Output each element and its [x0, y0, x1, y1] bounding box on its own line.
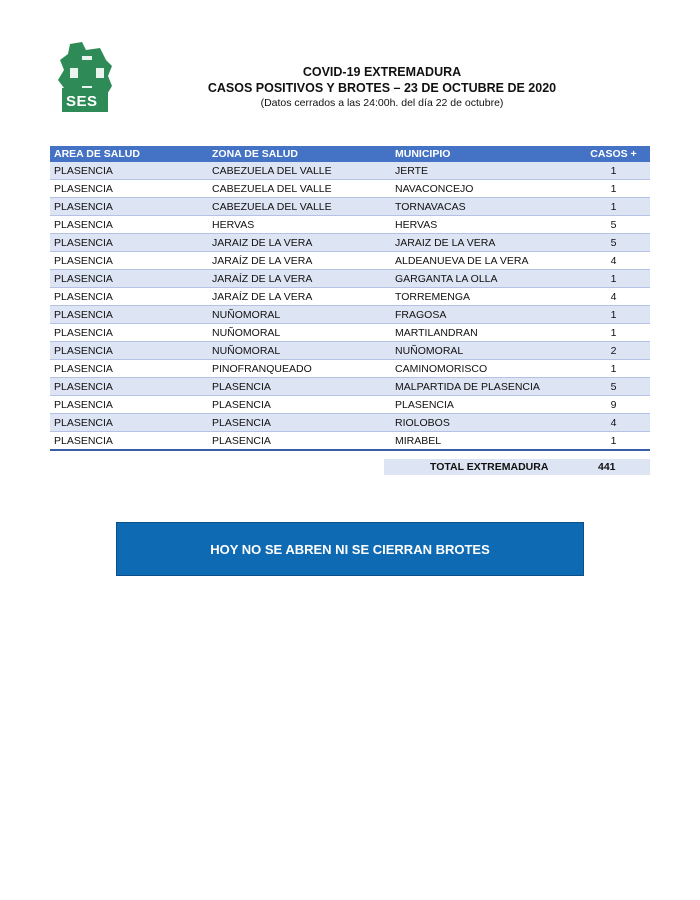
- total-label: TOTAL EXTREMADURA: [430, 461, 549, 473]
- cell-casos: 5: [577, 234, 650, 252]
- cell-casos: 1: [577, 432, 650, 451]
- cell-zona: JARAÍZ DE LA VERA: [208, 270, 391, 288]
- cell-casos: 4: [577, 288, 650, 306]
- cell-municipio: JERTE: [391, 162, 577, 180]
- cell-casos: 1: [577, 270, 650, 288]
- table-row: [50, 414, 650, 432]
- logo-label: SES: [66, 93, 98, 110]
- cell-zona: CABEZUELA DEL VALLE: [208, 162, 391, 180]
- cell-zona: JARAIZ DE LA VERA: [208, 234, 391, 252]
- cell-zona: PINOFRANQUEADO: [208, 360, 391, 378]
- cell-casos: 5: [577, 216, 650, 234]
- cell-area: PLASENCIA: [50, 378, 208, 396]
- cell-zona: JARAÍZ DE LA VERA: [208, 288, 391, 306]
- cases-table: [50, 146, 650, 451]
- cell-municipio: NAVACONCEJO: [391, 180, 577, 198]
- cell-municipio: PLASENCIA: [391, 396, 577, 414]
- cell-casos: 1: [577, 324, 650, 342]
- document-header: [150, 64, 614, 110]
- cell-casos: 1: [577, 162, 650, 180]
- table-row: [50, 252, 650, 270]
- cell-casos: 1: [577, 180, 650, 198]
- cell-zona: NUÑOMORAL: [208, 306, 391, 324]
- cell-area: PLASENCIA: [50, 432, 208, 451]
- cell-zona: PLASENCIA: [208, 396, 391, 414]
- cell-municipio: TORREMENGA: [391, 288, 577, 306]
- cell-zona: PLASENCIA: [208, 414, 391, 432]
- cell-zona: PLASENCIA: [208, 378, 391, 396]
- cell-area: PLASENCIA: [50, 288, 208, 306]
- cell-casos: 1: [577, 306, 650, 324]
- cell-casos: 5: [577, 378, 650, 396]
- total-row: [384, 459, 650, 475]
- header-municipio: MUNICIPIO: [391, 146, 577, 162]
- cell-municipio: MALPARTIDA DE PLASENCIA: [391, 378, 577, 396]
- cell-area: PLASENCIA: [50, 252, 208, 270]
- header-casos: CASOS +: [577, 146, 650, 162]
- cell-casos: 1: [577, 360, 650, 378]
- cell-zona: CABEZUELA DEL VALLE: [208, 198, 391, 216]
- cell-municipio: RIOLOBOS: [391, 414, 577, 432]
- cell-municipio: TORNAVACAS: [391, 198, 577, 216]
- cell-zona: HERVAS: [208, 216, 391, 234]
- cell-municipio: NUÑOMORAL: [391, 342, 577, 360]
- table-row: [50, 432, 650, 451]
- cell-municipio: JARAIZ DE LA VERA: [391, 234, 577, 252]
- table-header-row: [50, 146, 650, 162]
- banner-text: HOY NO SE ABREN NI SE CIERRAN BROTES: [210, 541, 490, 557]
- table-row: [50, 270, 650, 288]
- table-row: [50, 216, 650, 234]
- table-row: [50, 306, 650, 324]
- header-area: AREA DE SALUD: [50, 146, 208, 162]
- cell-municipio: MIRABEL: [391, 432, 577, 451]
- cell-casos: 1: [577, 198, 650, 216]
- cell-area: PLASENCIA: [50, 162, 208, 180]
- cell-municipio: GARGANTA LA OLLA: [391, 270, 577, 288]
- cell-casos: 4: [577, 252, 650, 270]
- cell-area: PLASENCIA: [50, 180, 208, 198]
- header-title: COVID-19 EXTREMADURA: [302, 65, 462, 79]
- cell-municipio: CAMINOMORISCO: [391, 360, 577, 378]
- cell-casos: 4: [577, 414, 650, 432]
- total-value: 441: [598, 461, 616, 473]
- cell-area: PLASENCIA: [50, 198, 208, 216]
- table-row: [50, 342, 650, 360]
- cell-zona: NUÑOMORAL: [208, 342, 391, 360]
- cell-casos: 2: [577, 342, 650, 360]
- table-row: [50, 288, 650, 306]
- cell-municipio: MARTILANDRAN: [391, 324, 577, 342]
- cell-area: PLASENCIA: [50, 396, 208, 414]
- cell-area: PLASENCIA: [50, 270, 208, 288]
- cell-area: PLASENCIA: [50, 360, 208, 378]
- cell-area: PLASENCIA: [50, 342, 208, 360]
- cell-casos: 9: [577, 396, 650, 414]
- cell-area: PLASENCIA: [50, 324, 208, 342]
- table-row: [50, 180, 650, 198]
- header-subtitle: CASOS POSITIVOS Y BROTES – 23 DE OCTUBRE DE 2020: [207, 81, 557, 95]
- cell-municipio: ALDEANUEVA DE LA VERA: [391, 252, 577, 270]
- table-row: [50, 234, 650, 252]
- table-row: [50, 162, 650, 180]
- cell-area: PLASENCIA: [50, 216, 208, 234]
- table-row: [50, 360, 650, 378]
- cell-zona: JARAÍZ DE LA VERA: [208, 252, 391, 270]
- table-row: [50, 378, 650, 396]
- cell-zona: NUÑOMORAL: [208, 324, 391, 342]
- cell-zona: CABEZUELA DEL VALLE: [208, 180, 391, 198]
- cell-area: PLASENCIA: [50, 234, 208, 252]
- header-note: (Datos cerrados a las 24:00h. del día 22 de octubre): [260, 97, 504, 109]
- cell-municipio: FRAGOSA: [391, 306, 577, 324]
- cell-municipio: HERVAS: [391, 216, 577, 234]
- table-row: [50, 198, 650, 216]
- ses-logo: [56, 42, 114, 116]
- brotes-banner: [116, 522, 584, 576]
- table-row: [50, 324, 650, 342]
- cell-zona: PLASENCIA: [208, 432, 391, 451]
- table-row: [50, 396, 650, 414]
- cell-area: PLASENCIA: [50, 414, 208, 432]
- cell-area: PLASENCIA: [50, 306, 208, 324]
- header-zona: ZONA DE SALUD: [208, 146, 391, 162]
